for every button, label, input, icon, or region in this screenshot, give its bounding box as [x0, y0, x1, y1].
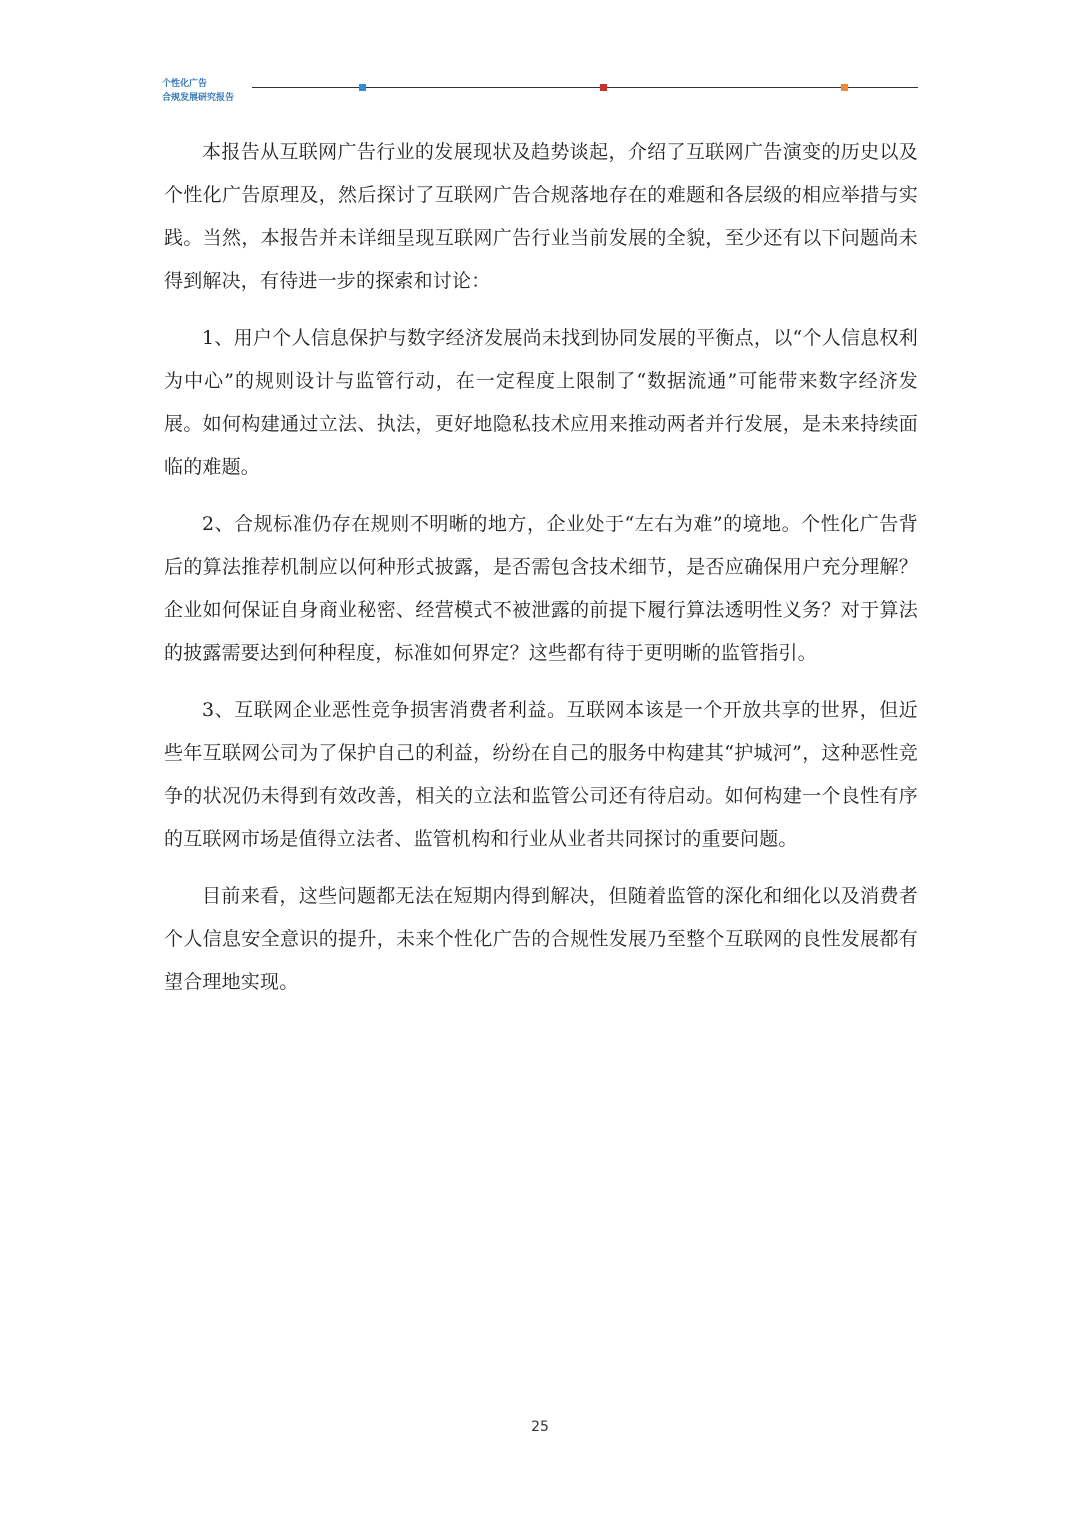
issue-paragraph-1: 1、用户个人信息保护与数字经济发展尚未找到协同发展的平衡点，以“个人信息权利为中心”的规则设计与监管行动，在一定程度上限制了“数据流通”可能带来数字经济发展。如何构建通过立法、执法，更好地隐私技术应用来推动两者并行发展，是未来持续面临的难题。 [164, 327, 918, 478]
report-title-line-1: 个性化广告 [162, 79, 208, 89]
report-title-line-2: 合规发展研究报告 [162, 93, 235, 103]
intro-paragraph: 本报告从互联网广告行业的发展现状及趋势谈起，介绍了互联网广告演变的历史以及个性化广告原理及，然后探讨了互联网广告合规落地存在的难题和各层级的相应举措与实践。当然，本报告并未详细呈现互联网广告行业当前发展的全貌，至少还有以下问题尚未得到解决，有待进一步的探索和讨论： [164, 141, 918, 292]
orange-square-marker [841, 84, 848, 91]
conclusion-paragraph: 目前来看，这些问题都无法在短期内得到解决，但随着监管的深化和细化以及消费者个人信息安全意识的提升，未来个性化广告的合规性发展乃至整个互联网的良性发展都有望合理地实现。 [164, 885, 918, 993]
blue-square-marker [359, 84, 366, 91]
header-divider [252, 87, 918, 88]
issue-paragraph-2: 2、合规标准仍存在规则不明晰的地方，企业处于“左右为难”的境地。个性化广告背后的算法推荐机制应以何种形式披露，是否需包含技术细节，是否应确保用户充分理解？企业如何保证自身商业秘密、经营模式不被泄露的前提下履行算法透明性义务？对于算法的披露需要达到何种程度，标准如何界定？这些都有待于更明晰的监管指引。 [164, 513, 918, 664]
issue-paragraph-3: 3、互联网企业恶性竞争损害消费者利益。互联网本该是一个开放共享的世界，但近些年互联网公司为了保护自己的利益，纷纷在自己的服务中构建其“护城河”，这种恶性竞争的状况仍未得到有效改善，相关的立法和监管公司还有待启动。如何构建一个良性有序的互联网市场是值得立法者、监管机构和行业从业者共同探讨的重要问题。 [164, 699, 918, 850]
page-number: 25 [531, 1419, 549, 1435]
report-title [162, 78, 234, 105]
red-square-marker [600, 84, 607, 91]
page-header [162, 78, 918, 108]
report-body [164, 131, 918, 1018]
